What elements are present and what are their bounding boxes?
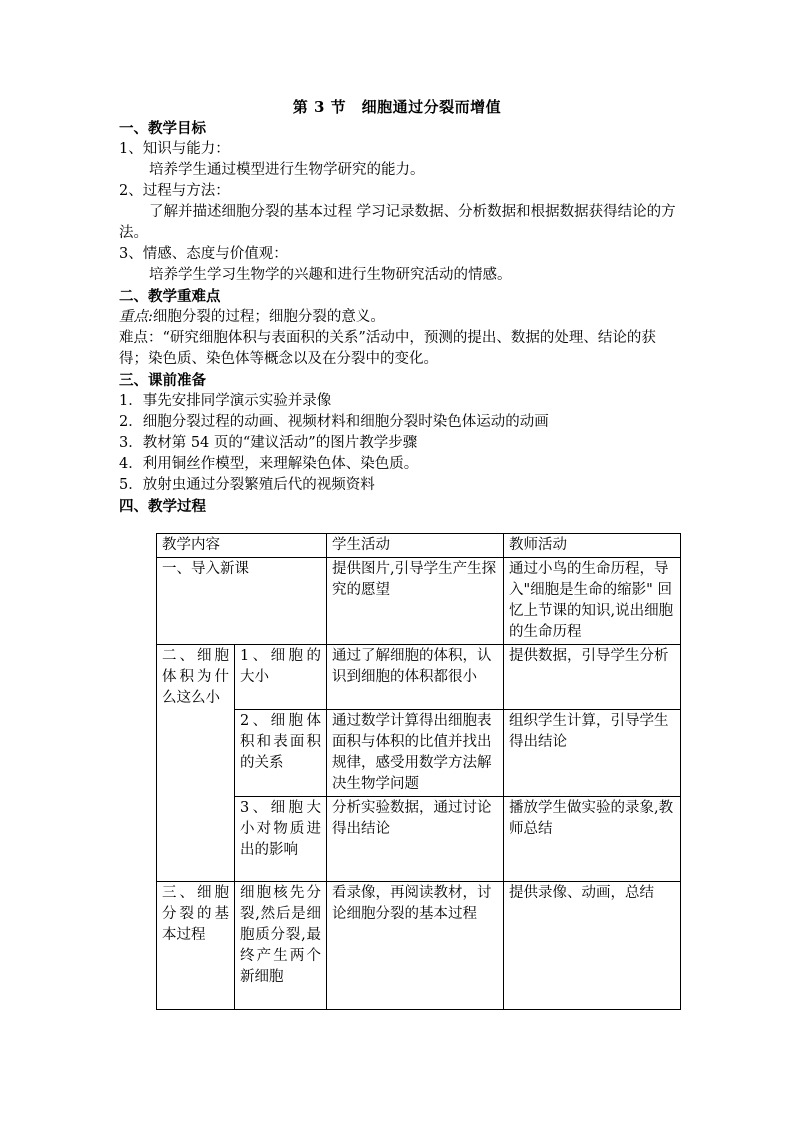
cell-student: 通过了解细胞的体积，认识到细胞的体积都很小 (327, 645, 504, 710)
table-header-row (157, 534, 681, 558)
goal-item-1-text: 培养学生通过模型进行生物学研究的能力。 (149, 162, 425, 178)
goal-item-2: 2、过程与方法： (119, 183, 230, 199)
goal-item-2-text: 了解并描述细胞分裂的基本过程 学习记录数据、分析数据和根据数据获得结论的方法。 (119, 204, 676, 241)
section-heading-preparation: 三、课前准备 (119, 372, 206, 389)
prep-item-4: 4．利用铜丝作模型，来理解染色体、染色质。 (119, 456, 419, 472)
cell-student: 分析实验数据，通过讨论得出结论 (327, 797, 504, 882)
table-row (157, 882, 681, 1010)
key-point-text: 细胞分裂的过程；细胞分裂的意义。 (152, 309, 385, 325)
cell-teacher: 提供数据，引导学生分析 (504, 645, 681, 710)
teaching-process-table (156, 533, 681, 1010)
prep-item-1: 1．事先安排同学演示实验并录像 (119, 393, 332, 409)
prep-item-5: 5．放射虫通过分裂繁殖后代的视频资料 (119, 477, 375, 493)
cell-teacher: 组织学生计算，引导学生得出结论 (504, 710, 681, 797)
cell-group-division: 三、细胞分裂的基本过程 (157, 882, 235, 1010)
cell-subtopic: 2、细胞体积和表面积的关系 (235, 710, 327, 797)
prep-item-2: 2．细胞分裂过程的动画、视频材料和细胞分裂时染色体运动的动画 (119, 414, 549, 430)
table-row (157, 710, 681, 797)
table-row (157, 558, 681, 645)
header-student: 学生活动 (327, 534, 504, 558)
difficulty-text: 难点：“研究细胞体积与表面积的关系”活动中，预测的提出、数据的处理、结论的获得；染色质、染色体等概念以及在分裂中的变化。 (119, 330, 656, 367)
goal-item-1: 1、知识与能力： (119, 141, 230, 157)
cell-group-cell-size: 二、细胞体积为什么这么小 (157, 645, 235, 882)
goal-item-3: 3、情感、态度与价值观： (119, 246, 288, 262)
cell-teacher: 提供录像、动画，总结 (504, 882, 681, 1010)
section-heading-process: 四、教学过程 (119, 498, 206, 515)
table-row (157, 645, 681, 710)
prep-item-3: 3．教材第 54 页的“建议活动”的图片教学步骤 (119, 435, 418, 451)
document-body (119, 118, 679, 517)
cell-student: 提供图片,引导学生产生探究的愿望 (327, 558, 504, 645)
cell-student: 看录像，再阅读教材，讨论细胞分裂的基本过程 (327, 882, 504, 1010)
cell-subtopic: 3、细胞大小对物质进出的影响 (235, 797, 327, 882)
cell-subtopic: 细胞核先分裂,然后是细胞质分裂,最终产生两个新细胞 (235, 882, 327, 1010)
key-point (119, 307, 679, 328)
cell-teacher: 播放学生做实验的录象,教师总结 (504, 797, 681, 882)
cell-student: 通过数学计算得出细胞表面积与体积的比值并找出规律，感受用数学方法解决生物学问题 (327, 710, 504, 797)
header-content: 教学内容 (157, 534, 327, 558)
goal-item-3-text: 培养学生学习生物学的兴趣和进行生物研究活动的情感。 (149, 267, 512, 283)
section-heading-key-points: 二、教学重难点 (119, 288, 221, 305)
cell-subtopic: 1、细胞的大小 (235, 645, 327, 710)
document-title: 第 3 节 细胞通过分裂而增值 (292, 98, 502, 116)
header-teacher: 教师活动 (504, 534, 681, 558)
key-point-label: 重点: (119, 309, 153, 325)
table-row (157, 797, 681, 882)
cell-content: 一、导入新课 (157, 558, 327, 645)
cell-teacher: 通过小鸟的生命历程，导入"细胞是生命的缩影" 回忆上节课的知识,说出细胞的生命历程 (504, 558, 681, 645)
section-heading-goals: 一、教学目标 (119, 120, 206, 137)
